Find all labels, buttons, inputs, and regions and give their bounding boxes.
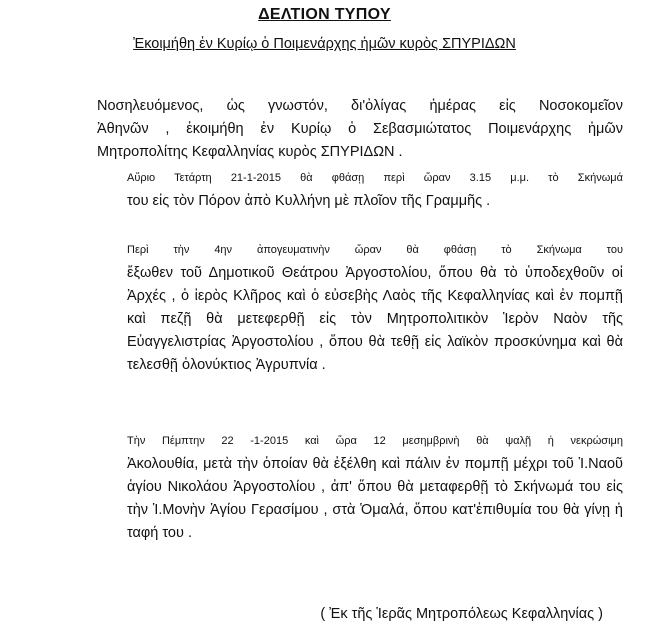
paragraph-3: [97, 239, 623, 377]
paragraph-4: [97, 430, 623, 545]
paragraph-line: καὶ πεζῇ θὰ μετεφερθῇ εἰς τὸν Μητροπολιτικὸν Ἱερὸν Ναὸν τῆς: [127, 311, 623, 327]
paragraph-line: Εὐαγγελιστρίας Ἀργοστολίου , ὅπου θὰ τεθῇ εἰς λαϊκὸν προσκύνημα καὶ θὰ: [127, 334, 623, 350]
paragraph-line: Τὴν Πέμπτην 22 -1-2015 καὶ ὥρα 12 μεσημβρινὴ θὰ ψαλῇ ἡ νεκρώσιμη: [127, 435, 623, 447]
paragraph-line: ἁγίου Νικολάου Ἀργοστολίου , ἀπ' ὅπου θὰ μεταφερθῇ τὸ Σκήνωμά του εἰς: [127, 479, 623, 495]
paragraph-2: [97, 167, 623, 213]
paragraph-line: τὴν Ἱ.Μονὴν Ἁγίου Γερασίμου , στὰ Ὁμαλά, ὅπου κατ'ἐπιθυμία του θὰ γίνῃ ἡ: [127, 502, 623, 518]
paragraph-line: Ἀκολουθία, μετὰ τὴν ὁποίαν θὰ ἐξέλθη καὶ πάλιν ἐν πομπῇ μέχρι τοῦ Ἱ.Ναοῦ: [127, 456, 623, 472]
paragraph-line: τελεσθῇ ὁλονύκτιος Ἀγρυπνία .: [127, 357, 326, 373]
document-subtitle: Ἐκοιμήθη ἐν Κυρίῳ ὁ Ποιμενάρχης ἡμῶν κυρὸς ΣΠΥΡΙΔΩΝ: [133, 36, 516, 52]
paragraph-line: ἔξωθεν τοῦ Δημοτικοῦ Θεάτρου Ἀργοστολίου, ὅπου θὰ τὸ ὑποδεχθοῦν οἱ: [127, 265, 623, 281]
signature: ( Ἐκ τῆς Ἱερᾶς Μητροπόλεως Κεφαλληνίας ): [320, 606, 603, 622]
document-title: ΔΕΛΤΙΟΝ ΤΥΠΟΥ: [258, 6, 391, 23]
paragraph-line: Νοσηλευόμενος, ὡς γνωστόν, δι'ὀλίγας ἡμέρας εἰς Νοσοκομεῖον: [97, 98, 623, 114]
paragraph-line: Αὔριο Τετάρτη 21-1-2015 θὰ φθάσῃ περὶ ὥραν 3.15 μ.μ. τὸ Σκήνωμά: [127, 172, 623, 184]
paragraph-1: [97, 95, 623, 164]
paragraph-line: Ἀθηνῶν , ἐκοιμήθη ἐν Κυρίῳ ὁ Σεβασμιώτατος Ποιμενάρχης ἡμῶν: [97, 121, 623, 137]
paragraph-line: του εἰς τὸν Πόρον ἀπὸ Κυλλήνη μὲ πλοῖον τῆς Γραμμῆς .: [127, 193, 491, 209]
paragraph-line: Μητροπολίτης Κεφαλληνίας κυρὸς ΣΠΥΡΙΔΩΝ .: [97, 144, 403, 160]
paragraph-line: ταφή του .: [127, 525, 192, 541]
paragraph-line: Ἀρχές , ὁ ἱερὸς Κλῆρος καὶ ὁ εὐσεβὴς Λαὸς τῆς Κεφαλληνίας καὶ ἐν πομπῇ: [127, 288, 623, 304]
paragraph-line: Περὶ τὴν 4ην ἀπογευματινὴν ὥραν θὰ φθάσῃ τὸ Σκήνωμα του: [127, 244, 623, 256]
